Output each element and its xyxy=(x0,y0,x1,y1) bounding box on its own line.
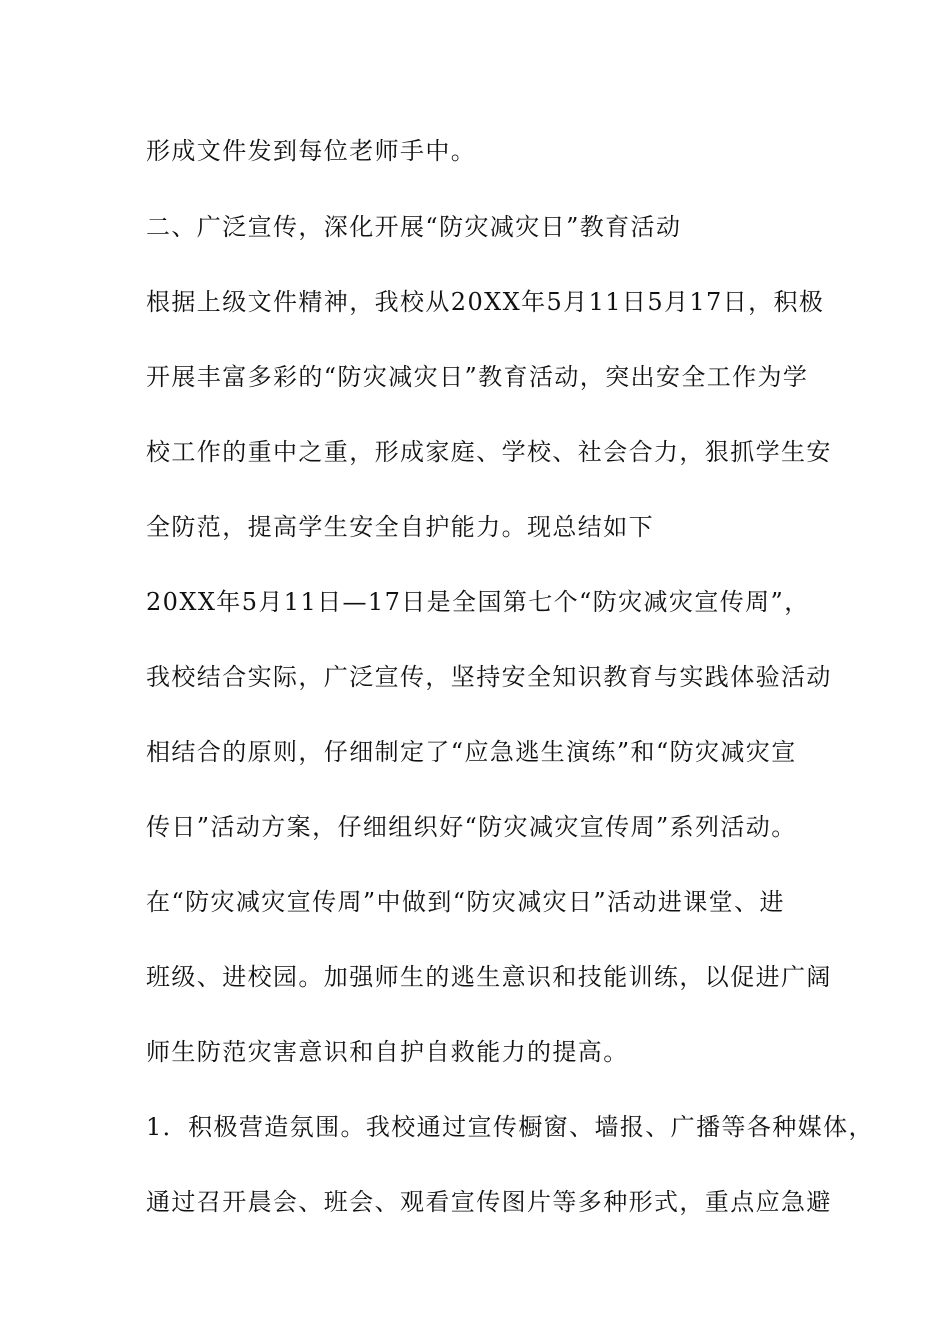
text-line: 1．积极营造氛围。我校通过宣传橱窗、墙报、广播等各种媒体， xyxy=(146,1113,874,1141)
text-line: 通过召开晨会、班会、观看宣传图片等多种形式，重点应急避 xyxy=(146,1188,832,1216)
text-line: 班级、进校园。加强师生的逃生意识和技能训练，以促进广阔 xyxy=(146,963,832,991)
text-line: 我校结合实际，广泛宣传，坚持安全知识教育与实践体验活动 xyxy=(146,663,832,691)
section-heading: 二、广泛宣传，深化开展“防灾减灾日”教育活动 xyxy=(146,213,682,241)
text-line: 开展丰富多彩的“防灾减灾日”教育活动，突出安全工作为学 xyxy=(146,363,809,391)
text-line: 相结合的原则，仔细制定了“应急逃生演练”和“防灾减灾宣 xyxy=(146,738,797,766)
text-line: 校工作的重中之重，形成家庭、学校、社会合力，狠抓学生安 xyxy=(146,438,832,466)
text-line: 在“防灾减灾宣传周”中做到“防灾减灾日”活动进课堂、进 xyxy=(146,888,785,916)
text-line: 师生防范灾害意识和自护自救能力的提高。 xyxy=(146,1038,629,1066)
text-line: 形成文件发到每位老师手中。 xyxy=(146,137,477,165)
text-line: 传日”活动方案，仔细组织好“防灾减灾宣传周”系列活动。 xyxy=(146,813,797,841)
text-line: 全防范，提高学生安全自护能力。现总结如下 xyxy=(146,513,654,541)
text-line: 20XX年5月11日—17日是全国第七个“防灾减灾宣传周”， xyxy=(146,588,810,616)
text-line: 根据上级文件精神，我校从20XX年5月11日5月17日，积极 xyxy=(146,288,825,316)
